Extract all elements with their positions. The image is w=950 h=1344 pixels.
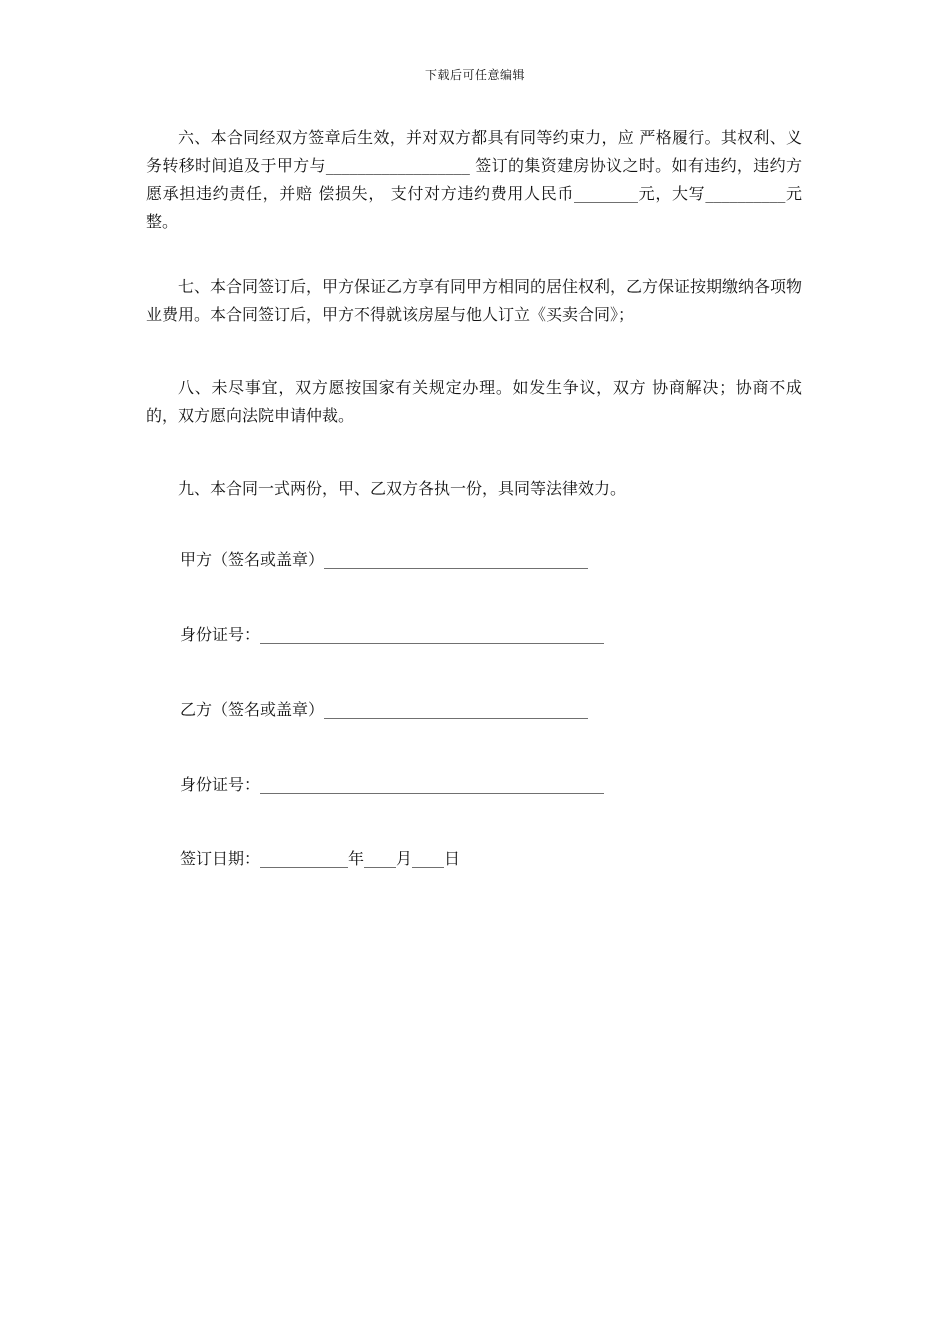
clause-seven: 七、本合同签订后，甲方保证乙方享有同甲方相同的居住权利，乙方保证按期缴纳各项物业费用。本合同签订后，甲方不得就该房屋与他人订立《买卖合同》； xyxy=(146,277,803,324)
party-b-signature-line: 乙方（签名或盖章）_________________________________ xyxy=(180,700,589,719)
clause-nine: 九、本合同一式两份，甲、乙双方各执一份，具同等法律效力。 xyxy=(178,479,627,498)
party-a-id-line: 身份证号：___________________________________________ xyxy=(180,625,605,644)
page-header: 下载后可任意编辑 xyxy=(424,68,525,82)
signing-date-line: 签订日期：___________年____月____日 xyxy=(180,849,461,868)
party-b-id-line: 身份证号：___________________________________________ xyxy=(180,775,605,794)
party-a-signature-line: 甲方（签名或盖章）_________________________________ xyxy=(180,550,589,569)
clause-six: 六、本合同经双方签章后生效，并对双方都具有同等约束力，应 严格履行。其权利、义务转移时间追及于甲方与__________________ 签订的集资建房协议之时。如有违约，违约方愿承担违约责任，并赔 偿损失， 支付对方违约费用人民币________元，大写__________元整。 xyxy=(146,128,802,231)
clause-eight: 八、未尽事宜，双方愿按国家有关规定办理。如发生争议，双方 协商解决；协商不成的，双方愿向法院申请仲裁。 xyxy=(146,378,802,425)
